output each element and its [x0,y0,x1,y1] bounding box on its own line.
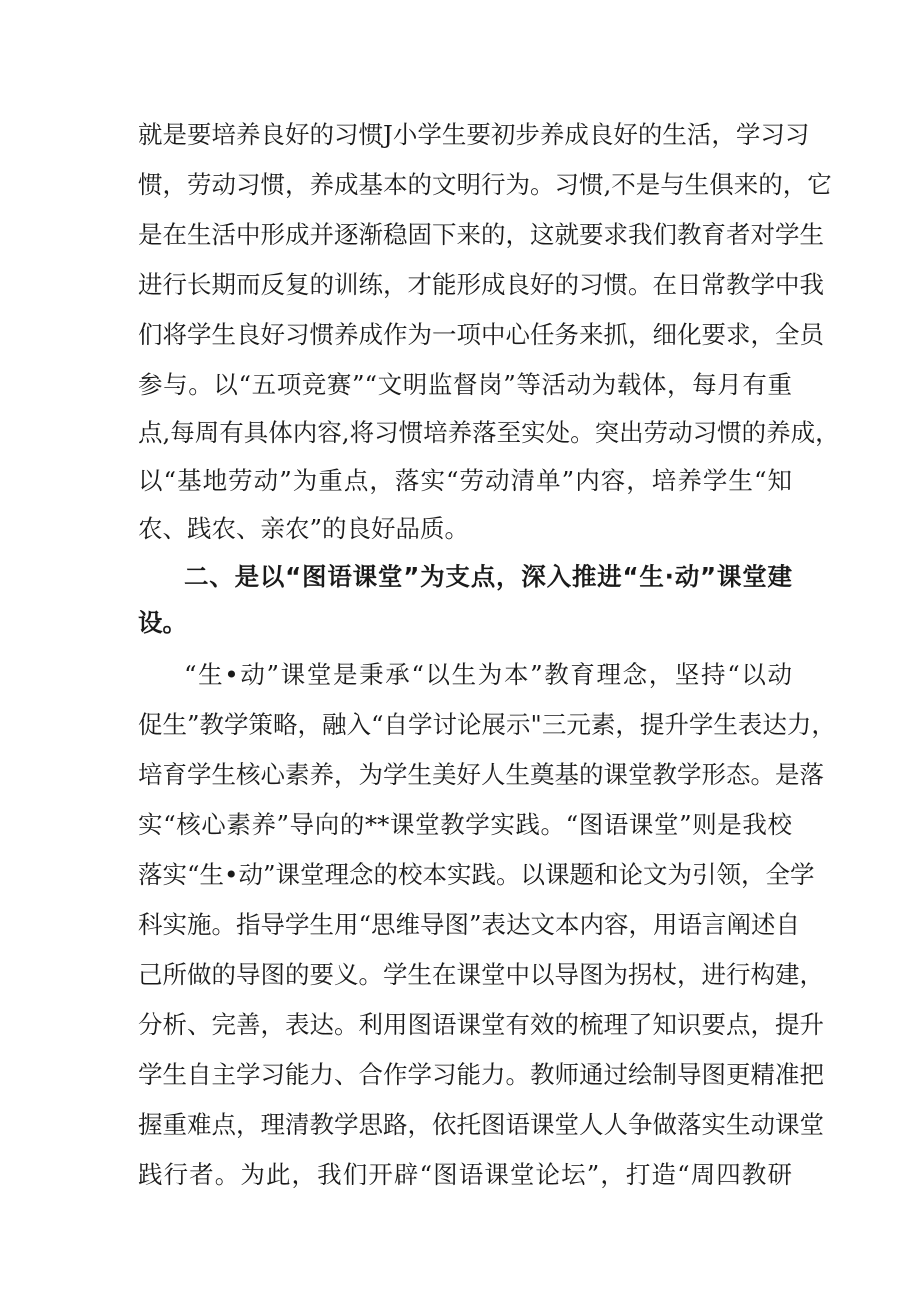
paragraph-2-line-10: 握重难点，理清教学思路，依托图语课堂人人争做落实生动课堂 [138,1110,824,1139]
paragraph-1-line-1: 就是要培养良好的习惯J小学生要初步养成良好的生活，学习习 [138,120,810,149]
paragraph-1-line-2: 惯，劳动习惯，养成基本的文明行为。习惯,不是与生俱来的，它 [138,170,832,199]
section-heading-line-1: 二、是以“图语课堂”为支点，深入推进“生·动”课堂建 [184,562,792,591]
section-heading-line-2: 设。 [138,608,187,637]
paragraph-2-line-6: 科实施。指导学生用“思维导图”表达文本内容，用语言阐述自 [138,910,801,939]
paragraph-1-line-4: 进行长期而反复的训练，才能形成良好的习惯。在日常教学中我 [138,270,824,299]
paragraph-2-line-5: 落实“生•动”课堂理念的校本实践。以课题和论文为引领，全学 [138,860,815,889]
paragraph-1-line-6: 参与。以“五项竞赛”“文明监督岗”等活动为载体，每月有重 [138,370,792,399]
paragraph-2-line-1: “生•动”课堂是秉承“以生为本”教育理念，坚持“以动 [184,660,792,689]
paragraph-2-line-3: 培育学生核心素养，为学生美好人生奠基的课堂教学形态。是落 [138,760,824,789]
paragraph-1-line-8: 以“基地劳动”为重点，落实“劳动清单”内容，培养学生“知 [138,466,792,495]
paragraph-2-line-4: 实“核心素养”导向的**课堂教学实践。“图语课堂”则是我校 [138,810,792,839]
paragraph-2-line-7: 己所做的导图的要义。学生在课堂中以导图为拐杖，进行构建， [138,960,824,989]
paragraph-1-line-9: 农、践农、亲农”的良好品质。 [138,514,470,543]
paragraph-1-line-3: 是在生活中形成并逐渐稳固下来的，这就要求我们教育者对学生 [138,220,824,249]
paragraph-1-line-5: 们将学生良好习惯养成作为一项中心任务来抓，细化要求，全员 [138,320,824,349]
paragraph-2-line-11: 践行者。为此，我们开辟“图语课堂论坛”，打造“周四教研 [138,1160,792,1189]
paragraph-1-line-7: 点,每周有具体内容,将习惯培养落至实处。突出劳动习惯的养成， [138,418,840,447]
paragraph-2-line-2: 促生”教学策略，融入“自学讨论展示"三元素，提升学生表达力， [138,710,836,739]
paragraph-2-line-8: 分析、完善，表达。利用图语课堂有效的梳理了知识要点，提升 [138,1010,824,1039]
paragraph-2-line-9: 学生自主学习能力、合作学习能力。教师通过绘制导图更精准把 [138,1060,824,1089]
